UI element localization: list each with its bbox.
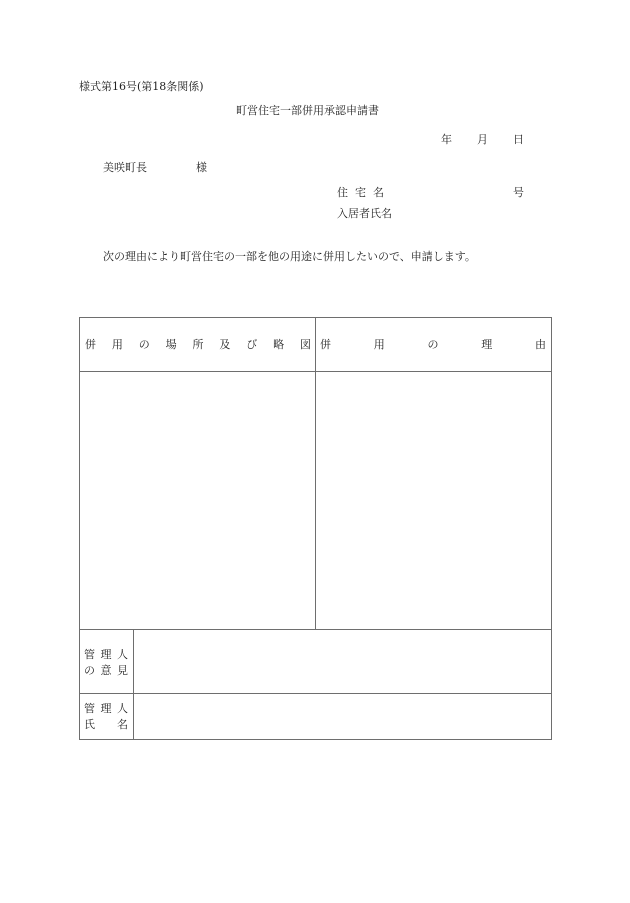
form-number: 様式第16号(第18条関係) xyxy=(79,80,204,93)
label-char: の xyxy=(84,664,95,677)
header-char: の xyxy=(427,338,439,351)
addressee-honorific: 様 xyxy=(196,161,207,174)
label-char: 氏 xyxy=(84,718,95,731)
label-char: 管 xyxy=(84,648,95,661)
header-char: 略 xyxy=(273,338,285,351)
header-char: 場 xyxy=(165,338,177,351)
header-char: び xyxy=(246,338,258,351)
manager-name-label xyxy=(84,701,128,733)
date-year-label: 年 xyxy=(441,133,452,146)
label-char: 管 xyxy=(84,702,95,715)
header-char: 所 xyxy=(192,338,204,351)
resident-name-label: 入居者氏名 xyxy=(337,207,392,220)
label-char: 理 xyxy=(100,702,112,715)
header-usage-reason xyxy=(320,317,546,371)
header-char: 理 xyxy=(481,338,493,351)
manager-opinion-label xyxy=(84,647,128,679)
header-char: 用 xyxy=(111,338,123,351)
label-char: 見 xyxy=(117,664,128,677)
label-char: 名 xyxy=(117,718,128,731)
header-usage-location-and-sketch xyxy=(85,317,311,371)
header-char: 併 xyxy=(85,338,96,351)
usage-location-sketch-field[interactable] xyxy=(80,372,315,629)
header-char: 及 xyxy=(219,338,231,351)
header-char: 併 xyxy=(320,338,331,351)
label-char: 理 xyxy=(100,648,112,661)
addressee-name: 美咲町長 xyxy=(103,161,147,174)
date-day-label: 日 xyxy=(513,133,524,146)
table-border-bottom xyxy=(79,739,552,740)
manager-opinion-field[interactable] xyxy=(134,630,551,693)
header-char: 図 xyxy=(300,338,311,351)
header-char: の xyxy=(138,338,150,351)
housing-name-label: 住宅名 xyxy=(337,186,391,199)
usage-reason-field[interactable] xyxy=(316,372,551,629)
label-char: 人 xyxy=(117,648,128,661)
label-char: 意 xyxy=(100,664,112,677)
housing-number-suffix: 号 xyxy=(513,186,524,199)
manager-name-field[interactable] xyxy=(134,694,551,739)
date-month-label: 月 xyxy=(477,133,488,146)
table-border-right xyxy=(551,317,552,740)
document-title: 町営住宅一部併用承認申請書 xyxy=(236,104,379,117)
header-char: 由 xyxy=(535,338,546,351)
application-statement: 次の理由により町営住宅の一部を他の用途に併用したいので、申請します。 xyxy=(103,250,476,263)
label-char: 人 xyxy=(117,702,128,715)
header-char: 用 xyxy=(373,338,385,351)
